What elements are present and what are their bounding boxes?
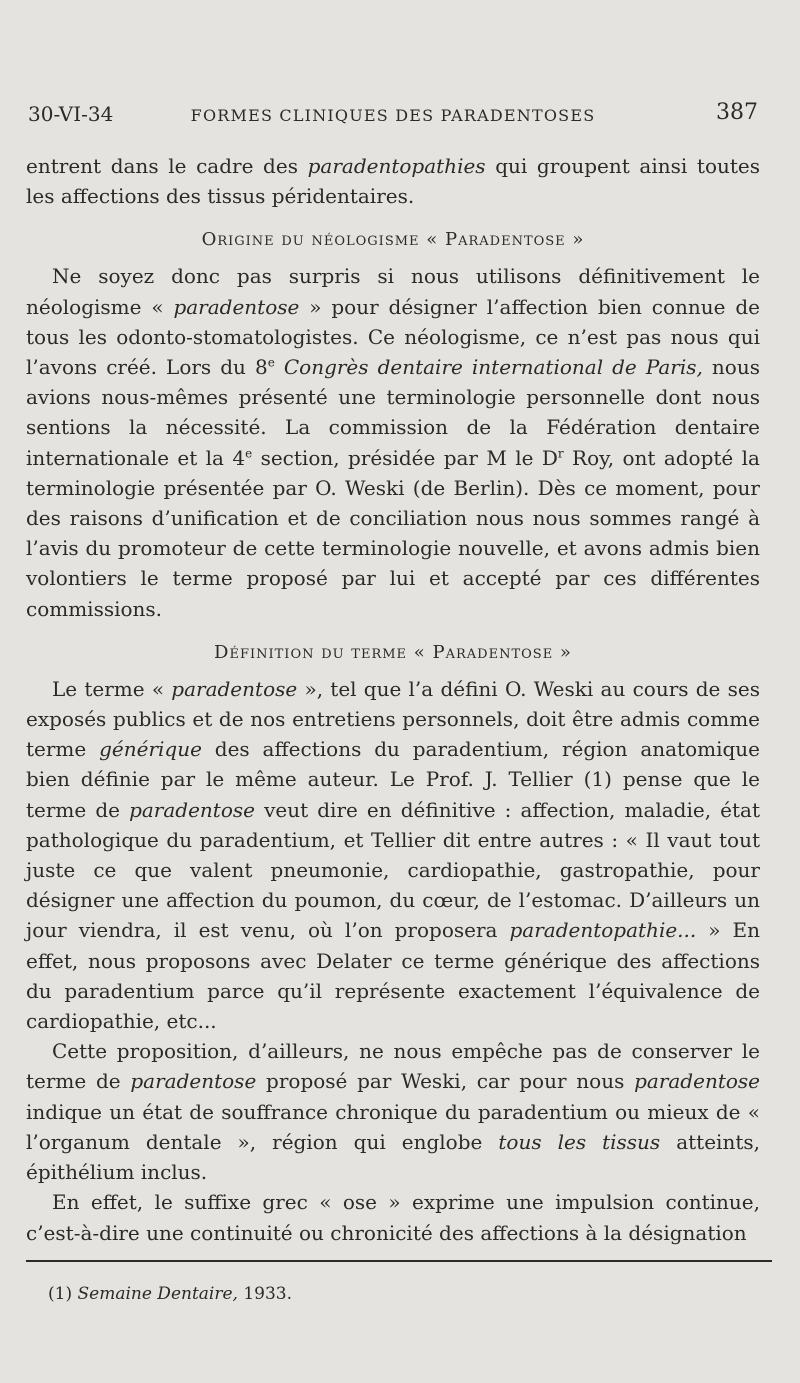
footnote-year: 1933. (243, 1283, 293, 1304)
paragraph-2: Ne soyez donc pas surpris si nous utilisons définitivement le néologisme « paradentose » pour désigner l’affection bien connue de tous les odonto-stomatologistes. Ce néologisme, ce n’est pas nous qui l’avons créé. Lors du 8e Congrès dentaire international de Paris, nous avions nous-mêmes présenté une terminologie personnelle dont nous sentions la nécessité. La commission de la Fédération dentaire internationale et la 4e section, présidée par M le $D^r$ Roy, ont adopté la terminologie présentée par O. Weski (de Berlin). Dès ce moment, pour des raisons d’unification et de conciliation nous nous sommes rangé à l’avis du promoteur de cette terminologie nouvelle, et avons admis bien volontiers le terme proposé par lui et accepté par ces différentes commissions. (26, 264, 760, 621)
section-heading-definition: Définition du terme « Paradentose » (214, 641, 572, 663)
footnote-source: Semaine Dentaire, (77, 1283, 238, 1304)
paragraph-5: En effet, le suffixe grec « ose » exprime une impulsion continue, c’est-à-dire une continuité ou chronicité des affections à la désignation (26, 1190, 760, 1245)
header-date: 30-VI-34 (28, 102, 114, 126)
paragraph-1: entrent dans le cadre des paradentopathies qui groupent ainsi toutes les affections des tissus péridentaires. (26, 154, 761, 209)
section-heading-origine: Origine du néologisme « Paradentose » (201, 229, 585, 251)
footnote-marker: (1) (48, 1283, 73, 1304)
paragraph-3: Le terme « paradentose », tel que l’a défini O. Weski au cours de ses exposés publics et de nos entretiens personnels, doit être admis comme terme générique des affections du paradentium, région anatomique bien définie par le même auteur. Le Prof. J. Tellier (1) pense que le terme de paradentose veut dire en définitive : affection, maladie, état pathologique du paradentium, et Tellier dit entre autres : « Il vaut tout juste ce que valent pneumonie, cardiopathie, gastropathie, pour désigner une affection du poumon, du cœur, de l’estomac. D’ailleurs un jour viendra, il est venu, où l’on proposera paradentopathie... » En effet, nous proposons avec Delater ce terme générique des affections du paradentium parce qu’il représente exactement l’équivalence de cardiopathie, etc... (26, 676, 761, 1034)
page-number: 387 (716, 100, 758, 125)
header-title: FORMES CLINIQUES DES PARADENTOSES (190, 106, 596, 125)
paragraph-4: Cette proposition, d’ailleurs, ne nous empêche pas de conserver le terme de paradentose proposé par Weski, car pour nous paradentose indique un état de souffrance chronique du paradentium ou mieux de « l’organum dentale », région qui englobe tous les tissus atteints, épithélium inclus. (26, 1039, 761, 1185)
footnote (26, 1284, 760, 1304)
body-text (26, 151, 760, 1248)
footnote-rule (26, 1260, 772, 1262)
running-head (26, 100, 760, 134)
